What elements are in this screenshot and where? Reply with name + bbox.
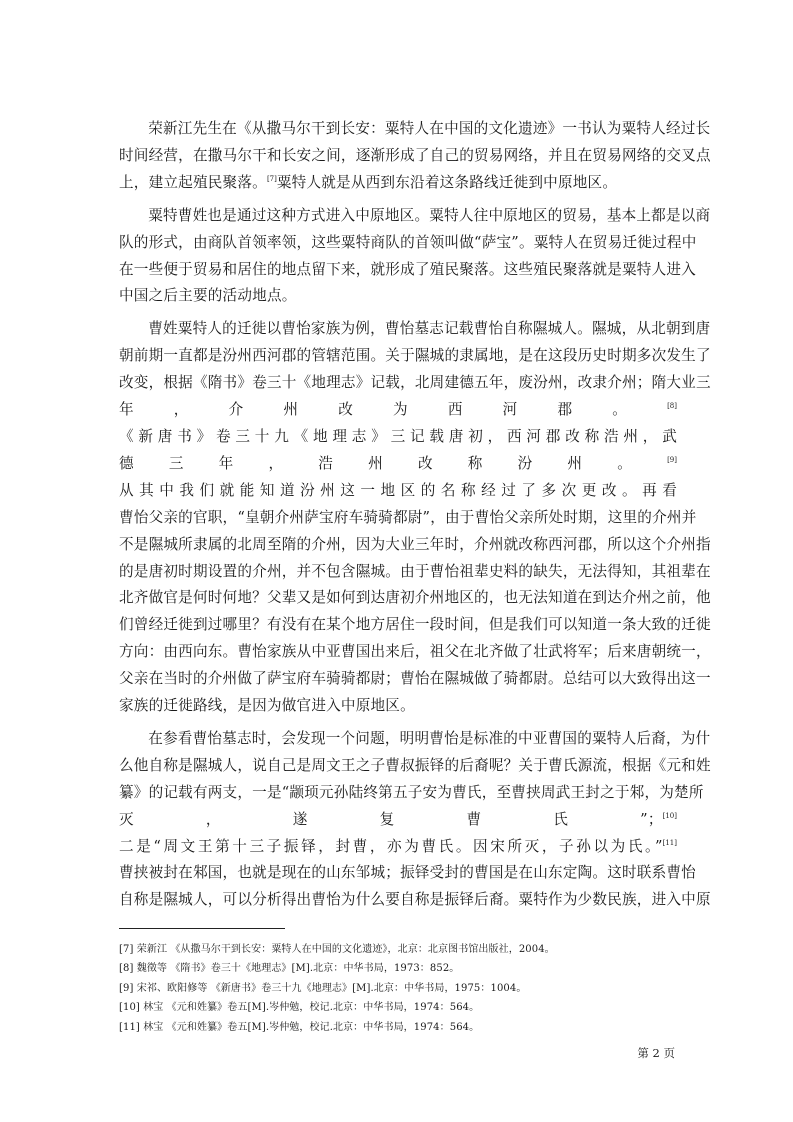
text-line: 曹挟被封在邾国，也就是现在的山东邹城；振铎受封的曹国是在山东定陶。这时联系曹怡 [119,864,696,882]
text-line: 纂》的记载有两支，一是“颛顼元孙陆终第五子安为曹氏，至曹挟周武王封之于邾，为楚所 [119,783,704,801]
text-line: 改变，根据《隋书》卷三十《地理志》记载，北周建德五年，废汾州，改隶介州；隋大业三 [119,374,711,392]
text-line: 时间经营，在撒马尔干和长安之间，逐渐形成了自己的贸易网络，并且在贸易网络的交叉点 [119,146,711,164]
paragraph [119,203,711,311]
text-line: 曹怡父亲的官职，“皇朝介州萨宝府车骑骑都尉”，由于曹怡父亲所处时期，这里的介州并 [119,508,697,526]
text-line: 粟特曹姓也是通过这种方式进入中原地区。粟特人往中原地区的贸易，基本上都是以商 [148,206,711,224]
footnote-item: [10] 林宝 《元和姓纂》卷五[M].岑仲勉，校记.北京：中华书局，1974：564。 [119,1002,480,1014]
body-text [119,116,711,920]
text-line: 队的形式，由商队首领率领，这些粟特商队的首领叫做“萨宝”。粟特人在贸易迁徙过程中 [119,233,697,251]
text-line: 北齐做官是何时何地？父辈又是如何到达唐初介州地区的，也无法知道在到达介州之前，他 [119,589,711,607]
footnote-ref: [10] [662,811,677,820]
text-line: 德三年，浩州改称汾州。 [119,454,668,472]
footnotes [119,940,679,1037]
text-line: 二是“周文王第十三子振铎，封曹，亦为曹氏。因宋所灭，子孙以为氏。” [119,837,663,855]
text-line: 中国之后主要的活动地点。 [119,287,297,305]
footnote-ref: [8] [667,402,677,411]
footnote-item: [11] 林宝 《元和姓纂》卷五[M].岑仲勉，校记.北京：中华书局，1974：564。 [119,1021,480,1033]
text-line: 自称是隰城人，可以分析得出曹怡为什么要自称是振铎后裔。粟特作为少数民族，进入中原 [119,891,711,909]
paragraph [119,316,711,720]
footnote-item: [9] 宋祁、欧阳修等 《新唐书》卷三十九《地理志》[M].北京：中华书局，1975：1004。 [119,982,527,994]
text-line: 方向：由西向东。曹怡家族从中亚曹国出来后，祖父在北齐做了壮武将军；后来唐朝统一， [119,643,711,661]
text-line: 在参看曹怡墓志时，会发现一个问题，明明曹怡是标准的中亚曹国的粟特人后裔，为什 [148,729,711,747]
footnote-ref: [7] [266,174,277,183]
footnote-ref: [9] [667,455,677,464]
footnote-item: [8] 魏徵等 《隋书》卷三十《地理志》[M].北京：中华书局，1973：852。 [119,963,460,975]
text-line: 曹姓粟特人的迁徙以曹怡家族为例，曹怡墓志记载曹怡自称隰城人。隰城，从北朝到唐 [148,320,711,338]
text-line: 不是隰城所隶属的北周至隋的介州，因为大业三年时，介州就改称西河郡，所以这个介州指 [119,535,711,553]
text-line: 从其中我们就能知道汾州这一地区的名称经过了多次更改。再看 [119,481,677,499]
text-line: 朝前期一直都是汾州西河郡的管辖范围。关于隰城的隶属地，是在这段历史时期多次发生了 [119,347,711,365]
text-line: 灭，遂复曹氏”； [119,810,663,828]
paragraph [119,116,711,197]
text-line: 荣新江先生在《从撒马尔干到长安：粟特人在中国的文化遗迹》一书认为粟特人经过长 [148,120,711,137]
paragraph [119,726,711,914]
text-line: 《新唐书》卷三十九《地理志》三记载唐初，西河郡改称浩州，武 [119,427,677,445]
footnote-ref: [11] [662,838,677,847]
text-line: 粟特人就是从西到东沿着这条路线迁徙到中原地区。 [276,173,618,191]
text-line: 年，介州改为西河郡。 [119,401,668,419]
text-line: 么他自称是隰城人，说自己是周文王之子曹叔振铎的后裔呢？关于曹氏源流，根据《元和姓 [119,756,711,774]
footnote-item: [7] 荣新江 《从撒马尔干到长安：粟特人在中国的文化遗迹》，北京：北京图书馆出版社，2004。 [119,944,555,955]
text-line: 的是唐初时期设置的介州，并不包含隰城。由于曹怡祖辈史料的缺失，无法得知，其祖辈在 [119,562,711,580]
text-line: 们曾经迁徙到过哪里？有没有在某个地方居住一段时间，但是我们可以知道一条大致的迁徙 [119,616,711,634]
text-line: 家族的迁徙路线，是因为做官进入中原地区。 [119,697,415,715]
footnote-divider [119,928,285,929]
page-number: 第 2 页 [637,1046,675,1060]
text-line: 上，建立起殖民聚落。 [119,173,267,191]
text-line: 父亲在当时的介州做了萨宝府车骑骑都尉；曹怡在隰城做了骑都尉。总结可以大致得出这一 [119,670,711,688]
text-line: 在一些便于贸易和居住的地点留下来，就形成了殖民聚落。这些殖民聚落就是粟特人进入 [119,260,696,278]
